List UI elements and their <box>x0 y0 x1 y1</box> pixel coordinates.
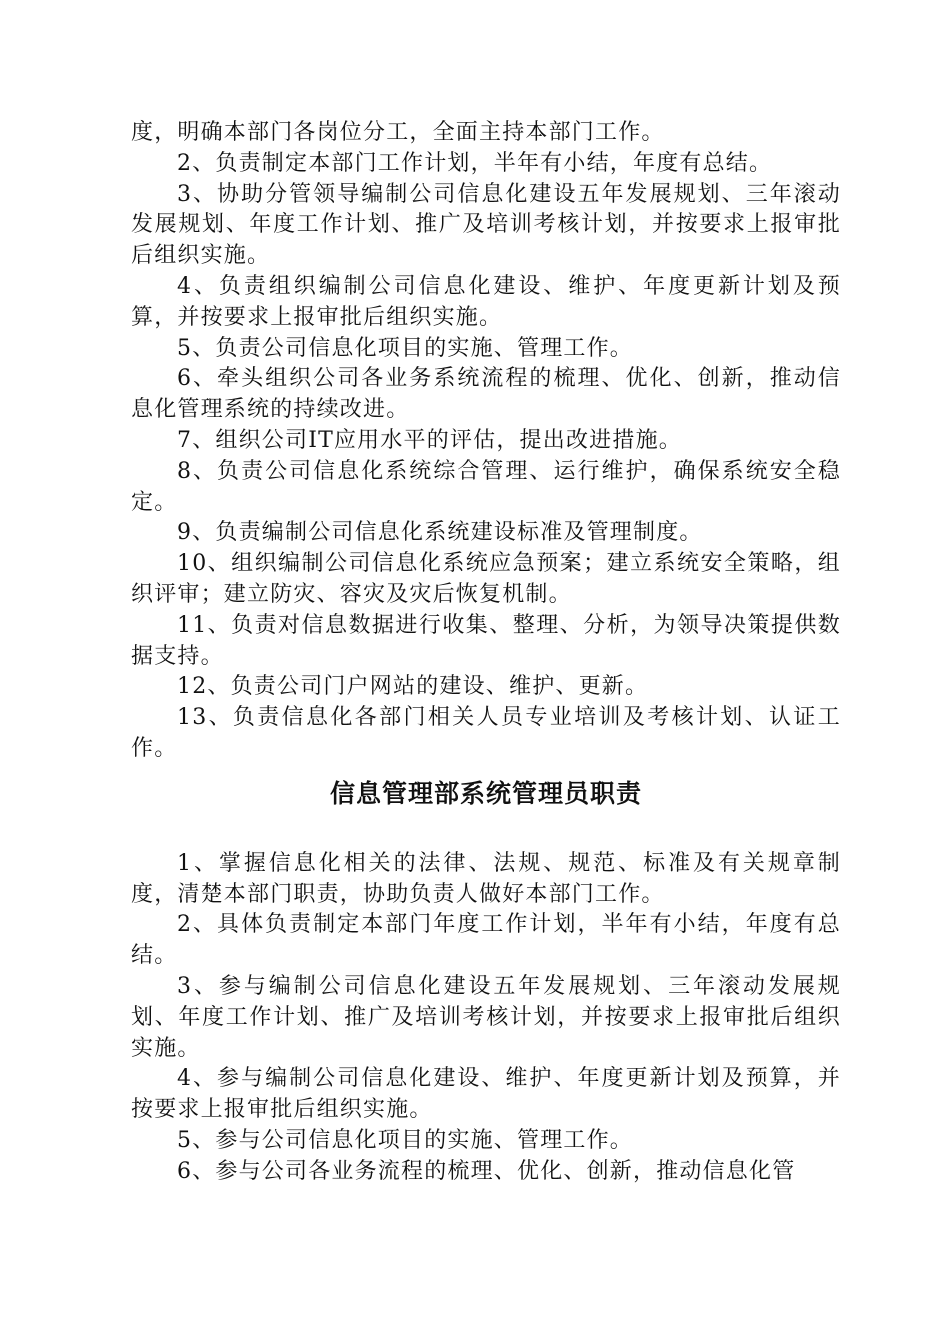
duty-item: 8、负责公司信息化系统综合管理、运行维护，确保系统安全稳定。 <box>131 458 841 515</box>
section-title: 信息管理部系统管理员职责 <box>329 778 642 808</box>
duty-item: 6、牵头组织公司各业务系统流程的梳理、优化、创新，推动信息化管理系统的持续改进。 <box>131 366 841 423</box>
document-page <box>131 118 841 1188</box>
duty-item: 5、参与公司信息化项目的实施、管理工作。 <box>177 1127 633 1153</box>
duty-item: 3、协助分管领导编制公司信息化建设五年发展规划、三年滚动发展规划、年度工作计划、推广及培训考核计划，并按要求上报审批后组织实施。 <box>131 181 841 269</box>
duty-item: 6、参与公司各业务流程的梳理、优化、创新，推动信息化管 <box>177 1158 796 1184</box>
duty-item: 5、负责公司信息化项目的实施、管理工作。 <box>177 335 633 361</box>
duty-item: 4、负责组织编制公司信息化建设、维护、年度更新计划及预算，并按要求上报审批后组织实施。 <box>131 273 841 330</box>
paragraph-continuation: 度，明确本部门各岗位分工，全面主持本部门工作。 <box>131 120 665 145</box>
duty-item: 2、具体负责制定本部门年度工作计划，半年有小结，年度有总结。 <box>131 912 841 969</box>
duty-item: 9、负责编制公司信息化系统建设标准及管理制度。 <box>177 520 703 546</box>
duty-item: 7、组织公司IT应用水平的评估，提出改进措施。 <box>177 427 682 453</box>
duty-item: 11、负责对信息数据进行收集、整理、分析，为领导决策提供数据支持。 <box>131 612 841 669</box>
duty-item: 2、负责制定本部门工作计划，半年有小结，年度有总结。 <box>177 150 773 176</box>
duty-item: 1、掌握信息化相关的法律、法规、规范、标准及有关规章制度，清楚本部门职责，协助负责人做好本部门工作。 <box>131 850 841 907</box>
duty-item: 12、负责公司门户网站的建设、维护、更新。 <box>177 674 649 700</box>
duty-item: 4、参与编制公司信息化建设、维护、年度更新计划及预算，并按要求上报审批后组织实施。 <box>131 1066 841 1123</box>
duty-item: 3、参与编制公司信息化建设五年发展规划、三年滚动发展规划、年度工作计划、推广及培训考核计划，并按要求上报审批后组织实施。 <box>131 973 841 1061</box>
duty-item: 13、负责信息化各部门相关人员专业培训及考核计划、认证工作。 <box>131 705 841 761</box>
duty-item: 10、组织编制公司信息化系统应急预案；建立系统安全策略，组织评审；建立防灾、容灾及灾后恢复机制。 <box>131 551 841 607</box>
